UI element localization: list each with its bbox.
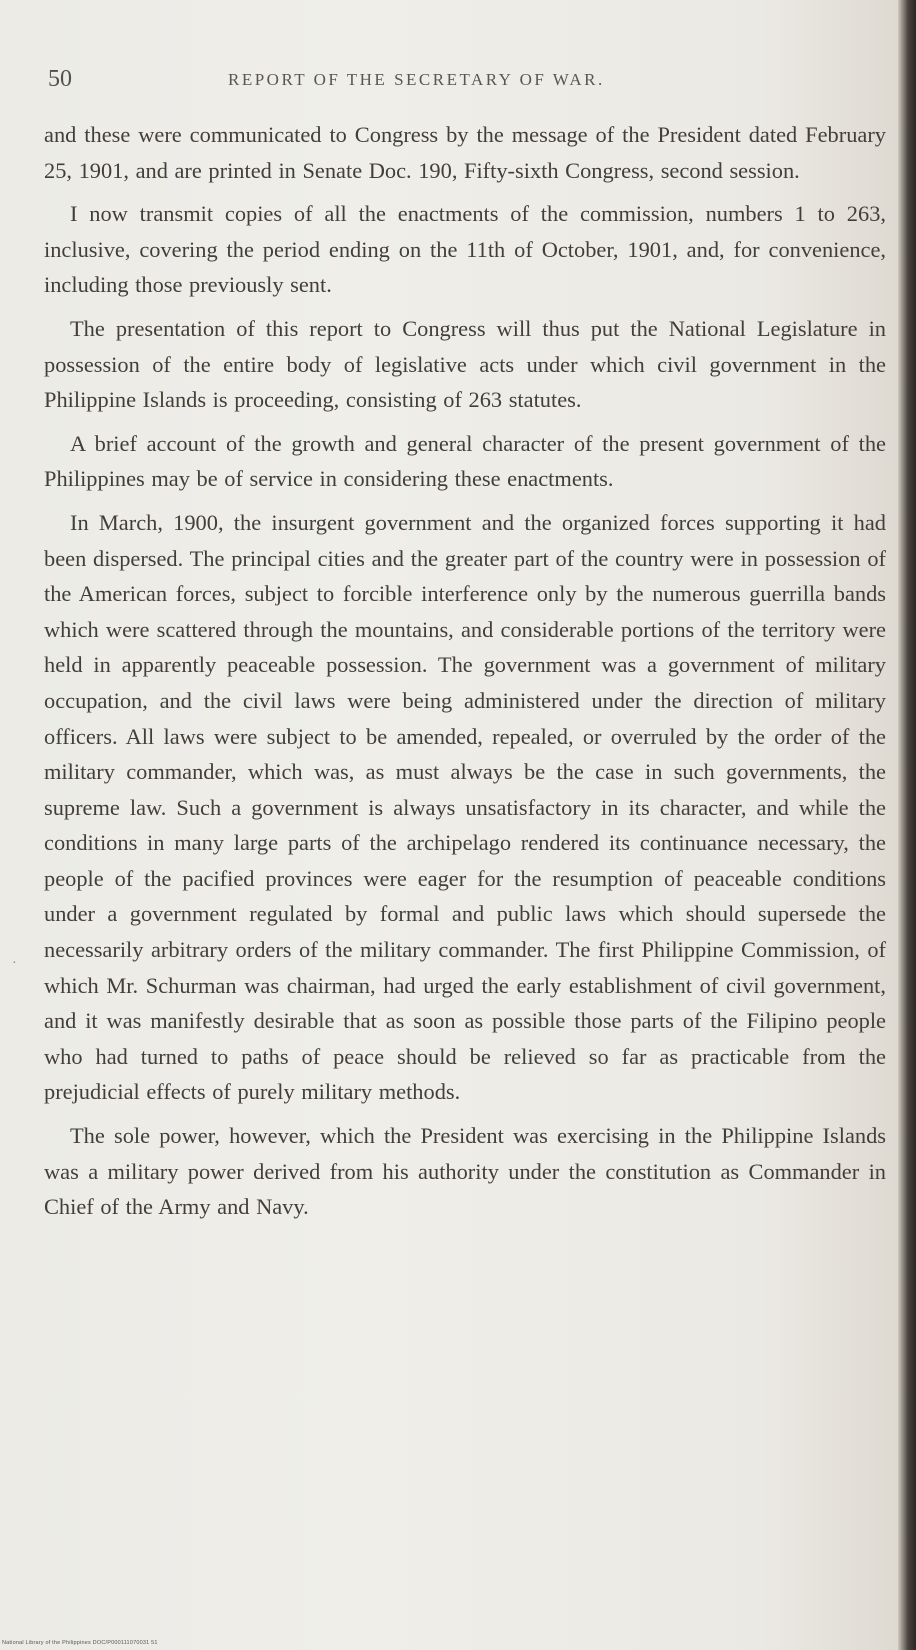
running-title: REPORT OF THE SECRETARY OF WAR. bbox=[228, 70, 605, 89]
page-header bbox=[48, 66, 848, 94]
body-text bbox=[44, 117, 886, 1233]
page-edge-shadow bbox=[898, 0, 916, 1650]
margin-dot: · bbox=[12, 956, 17, 971]
page-number: 50 bbox=[48, 66, 72, 92]
paragraph: I now transmit copies of all the enactments of the commission, numbers 1 to 263, inclusive, covering the period ending on the 11th of October, 1901, and, for convenience, including those previously sent. bbox=[44, 201, 886, 298]
paragraph: A brief account of the growth and general character of the present government of the Philippines may be of service in considering these enactments. bbox=[44, 430, 886, 492]
paragraph: and these were communicated to Congress by the message of the President dated February 25, 1901, and are printed in Senate Doc. 190, Fifty-sixth Congress, second session. bbox=[44, 122, 886, 183]
paragraph: The sole power, however, which the President was exercising in the Philippine Islands was a military power derived from his authority under the constitution as Commander in Chief of the Army and Navy. bbox=[44, 1123, 886, 1220]
paragraph: The presentation of this report to Congress will thus put the National Legislature in possession of the entire body of legislative acts under which civil government in the Philippine Islands is proceeding, consisting of 263 statutes. bbox=[44, 315, 886, 413]
paragraph: In March, 1900, the insurgent government and the organized forces supporting it had been dispersed. The principal cities and the greater part of the country were in possession of the American forces, subject to forcible interference only by the numerous guerrilla bands which were scattered through the mountains, and considerable portions of the territory were held in apparently peaceable possession. The government was a government of military occupation, and the civil laws were being administered under the direction of military officers. All laws were subject to be amended, repealed, or overruled by the order of the military commander, which was, as must always be the case in such governments, the supreme law. Such a government is always unsatisfactory in its character, and while the conditions in many large parts of the archipelago rendered its continuance necessary, the people of the pacified provinces were eager for the resumption of peaceable conditions under a government regulated by formal and public laws which should supersede the necessarily arbitrary orders of the military commander. The first Philippine Commission, of which Mr. Schurman was chairman, had urged the early establishment of civil government, and it was manifestly desirable that as soon as possible those parts of the Filipino people who had turned to paths of peace should be relieved so far as practicable from the prejudicial effects of purely military methods. bbox=[44, 509, 886, 1105]
scan-footer: National Library of the Philippines DOC/P000111070031 51 bbox=[2, 1640, 158, 1646]
